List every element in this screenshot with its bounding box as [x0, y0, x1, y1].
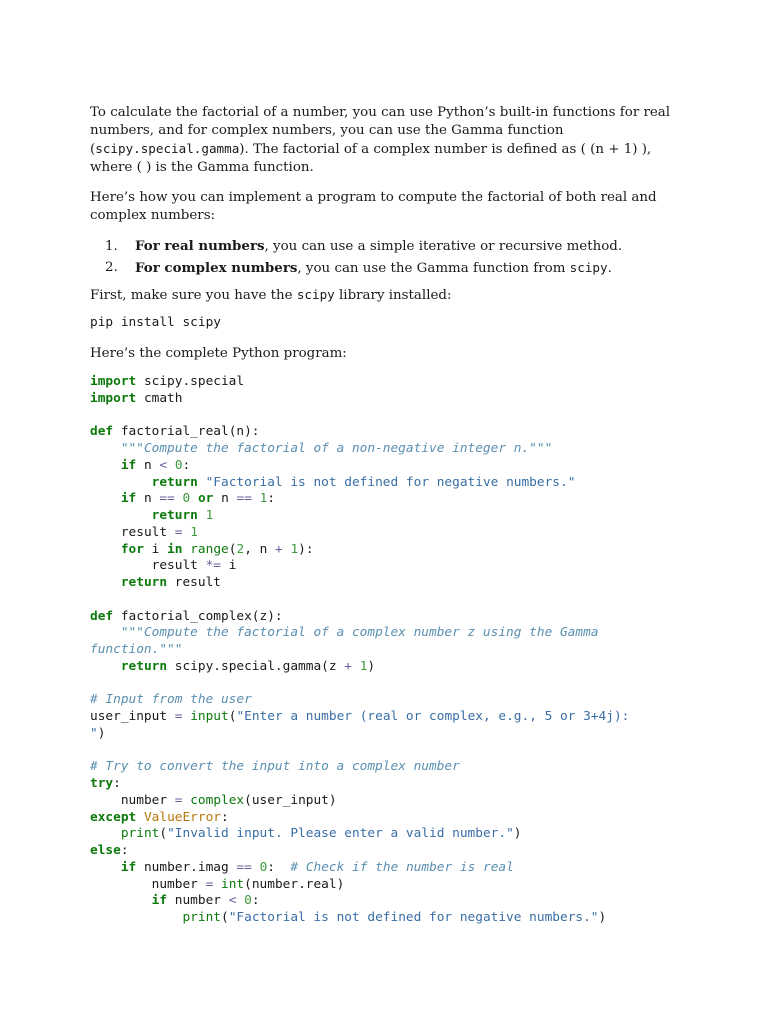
code-token: user_input [90, 709, 175, 724]
program-intro: Here’s the complete Python program: [90, 346, 347, 361]
code-token: ) [367, 658, 376, 674]
code-token: """Compute the factorial of a non-negative integer n.""" [120, 441, 553, 456]
code-token: == [236, 859, 252, 875]
code-token: import [90, 390, 137, 406]
code-token: , n [244, 541, 276, 557]
code-token: "Invalid input. Please enter a valid number." [167, 826, 514, 842]
code-token: if [120, 859, 137, 875]
intro-paren: ( [90, 142, 96, 157]
code-token: def [90, 424, 114, 440]
code-token: ( [159, 826, 168, 842]
code-token: ) [97, 725, 106, 741]
code-token: ): [298, 541, 314, 557]
code-token: """Compute the factorial of a complex number z using the Gamma [120, 625, 599, 641]
code-token: = [174, 792, 183, 808]
code-token: "Factorial is not defined for negative numbers." [228, 910, 599, 925]
code-token: n [136, 457, 160, 473]
list-item-end: . [607, 261, 612, 276]
code-token: + [275, 541, 283, 557]
inline-code-scipy: scipy [569, 260, 608, 275]
code-token: 0 [259, 859, 268, 875]
code-token: = [174, 524, 183, 540]
code-token: int [221, 876, 245, 892]
code-token: : [182, 457, 191, 473]
intro-line-2: numbers, and for complex numbers, you can use the Gamma function [90, 123, 564, 138]
impl-line-1: Here’s how you can implement a program to compute the factorial of both real and [90, 190, 657, 205]
code-token: result [167, 575, 221, 590]
code-token: : [221, 809, 229, 825]
code-token: number [167, 893, 229, 909]
code-token: 0 [244, 893, 252, 909]
code-token: ( [220, 910, 229, 925]
list-number: 1. [105, 239, 118, 254]
code-token: if [120, 491, 137, 507]
code-token: : [251, 893, 260, 909]
code-token: 0 [182, 491, 191, 507]
list-item [90, 236, 690, 257]
list-item [90, 257, 690, 278]
code-token: in [167, 541, 183, 557]
code-token: print [120, 826, 160, 842]
steps-list [90, 236, 690, 278]
code-token: cmath [136, 390, 183, 406]
code-token: < [228, 893, 237, 909]
code-token: # Input from the user [90, 692, 252, 708]
pip-install-code: pip install scipy [90, 315, 221, 330]
code-token: : [267, 491, 276, 507]
code-token: = [174, 709, 183, 724]
code-token: except [90, 809, 137, 825]
code-token: ) [598, 910, 607, 925]
code-token: result [151, 558, 206, 574]
list-item-text: , you can use the Gamma function from [297, 261, 570, 276]
code-token: 1 [205, 508, 214, 523]
code-token: input [190, 709, 229, 724]
code-token: return [120, 658, 168, 674]
code-token: if [120, 457, 137, 473]
code-token: if [151, 893, 168, 909]
install-paragraph [90, 286, 690, 305]
code-token: "Factorial is not defined for negative numbers." [205, 474, 576, 490]
code-token: ( [228, 709, 237, 724]
code-token: factorial_complex(z): [113, 608, 283, 624]
code-token: function.""" [90, 642, 183, 657]
code-token: factorial_real(n): [113, 424, 260, 440]
code-token: 2 [236, 541, 245, 557]
code-token: result [120, 524, 175, 540]
code-token: = [205, 876, 214, 892]
code-token: number [120, 792, 175, 808]
list-number: 2. [105, 260, 118, 275]
inline-code-scipy: scipy [296, 287, 335, 302]
code-token: == [236, 491, 252, 507]
code-token: 1 [190, 524, 198, 540]
code-token: i [143, 541, 168, 557]
code-token: 0 [174, 457, 183, 473]
code-token: ValueError [143, 809, 221, 825]
code-token: number.imag [136, 859, 237, 875]
code-token: return [151, 474, 198, 490]
code-token: (user_input) [244, 792, 337, 808]
intro-line-1: To calculate the factorial of a number, you can use Python’s built-in functions for real [90, 105, 671, 120]
code-token: (number.real) [244, 876, 345, 892]
code-token: : [113, 776, 121, 791]
code-token: return [151, 508, 198, 523]
code-token [167, 458, 175, 473]
code-token: print [182, 910, 221, 925]
code-token: < [159, 457, 168, 473]
code-token: *= [205, 558, 221, 574]
code-token: number [151, 876, 206, 892]
install-text: First, make sure you have the [90, 288, 297, 303]
code-token: complex [190, 792, 245, 808]
code-token: 1 [290, 541, 299, 557]
code-token: n [213, 491, 237, 507]
code-token: ) [513, 826, 522, 842]
code-token: : [120, 843, 129, 858]
intro-line-4: where ( ) is the Gamma function. [90, 160, 314, 175]
code-token: 1 [259, 491, 268, 507]
code-token: # Try to convert the input into a complex number [90, 759, 460, 775]
code-token: scipy.special [136, 374, 245, 389]
inline-code-gamma: scipy.special.gamma [95, 141, 240, 156]
code-token: n [136, 491, 160, 507]
code-token: for [120, 541, 144, 557]
code-token: i [221, 558, 237, 574]
code-token: + [344, 658, 352, 674]
python-code-block [90, 374, 690, 927]
code-token: or [197, 491, 214, 507]
intro-line-3: ). The factorial of a complex number is defined as ( (n + 1) ), [239, 142, 652, 157]
code-token: range [190, 541, 229, 557]
code-token: : [267, 859, 291, 875]
code-token: scipy.special.gamma(z [167, 658, 345, 674]
list-item-text: , you can use a simple iterative or recursive method. [264, 239, 623, 254]
implementation-paragraph [90, 189, 690, 225]
code-token: "Enter a number (real or complex, e.g., 5 or 3+4j): [236, 709, 630, 724]
code-token: == [159, 491, 175, 507]
document-page [90, 104, 690, 927]
code-token: else [90, 843, 121, 858]
install-text-end: library installed: [334, 288, 452, 303]
code-token: def [90, 608, 114, 624]
code-token: ( [228, 541, 237, 557]
code-token: import [90, 374, 137, 389]
code-token: try [90, 776, 114, 791]
code-token: return [120, 575, 168, 590]
code-token: " [90, 725, 98, 741]
list-item-bold: For complex numbers [135, 260, 298, 276]
impl-line-2: complex numbers: [90, 208, 216, 223]
code-token: 1 [359, 658, 368, 674]
list-item-bold: For real numbers [135, 238, 265, 254]
intro-paragraph [90, 104, 690, 177]
code-token: # Check if the number is real [290, 859, 514, 875]
